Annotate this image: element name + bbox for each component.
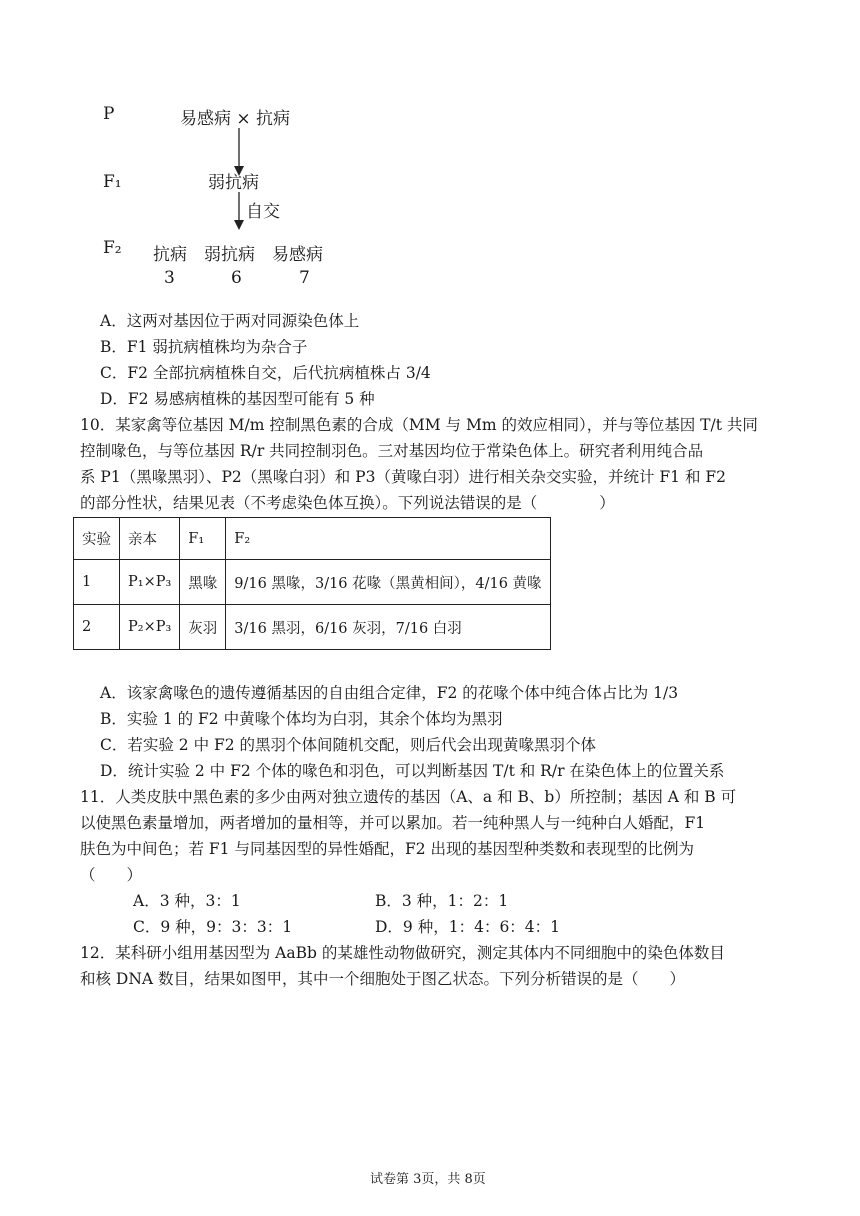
f2-phenotype: 抗病 bbox=[153, 245, 187, 265]
question-stem: 10．某家禽等位基因 M/m 控制黑色素的合成（MM 与 Mm 的效应相同），并与等位基因 T/t 共同 bbox=[80, 416, 758, 434]
option-a: A．该家禽喙色的遗传遵循基因的自由组合定律，F2 的花喙个体中纯合体占比为 1/3 bbox=[100, 684, 679, 702]
table-cell: 黑喙 bbox=[180, 560, 226, 605]
table-cell: 3/16 黑羽，6/16 灰羽，7/16 白羽 bbox=[226, 605, 550, 650]
p-cross-text: 易感病 × 抗病 bbox=[180, 109, 291, 129]
option-a: A．这两对基因位于两对同源染色体上 bbox=[100, 312, 360, 330]
f2-phenotype: 易感病 bbox=[272, 245, 323, 265]
table-cell: 1 bbox=[74, 560, 120, 605]
question-stem: （ ） bbox=[80, 866, 143, 884]
question-stem: 11．人类皮肤中黑色素的多少由两对独立遗传的基因（A、a 和 B、b）所控制；基因 A 和 B 可 bbox=[80, 788, 737, 806]
arrow-down-icon bbox=[232, 192, 246, 232]
table-header: 亲本 bbox=[120, 518, 180, 560]
generation-f1-label: F₁ bbox=[103, 172, 122, 192]
table-header: F₂ bbox=[226, 518, 550, 560]
generation-p-label: P bbox=[103, 104, 115, 124]
option-c: C．9 种，9：3：3：1 bbox=[133, 918, 293, 936]
option-d: D．9 种，1：4：6：4：1 bbox=[375, 918, 561, 936]
f1-phenotype: 弱抗病 bbox=[208, 173, 259, 193]
experiment-table bbox=[73, 517, 551, 650]
self-cross-label: 自交 bbox=[246, 202, 280, 222]
generation-f2-label: F₂ bbox=[103, 238, 122, 258]
question-stem: 的部分性状，结果见表（不考虑染色体互换）。下列说法错误的是（ ） bbox=[80, 494, 615, 512]
table-cell: P₁×P₃ bbox=[120, 560, 180, 605]
page-footer: 试卷第 3页，共 8页 bbox=[370, 1172, 486, 1187]
question-stem: 以使黑色素量增加，两者增加的量相等，并可以累加。若一纯种黑人与一纯种白人婚配，F1 bbox=[80, 814, 706, 832]
question-stem: 系 P1（黑喙黑羽）、P2（黑喙白羽）和 P3（黄喙白羽）进行相关杂交实验，并统计 F1 和 F2 bbox=[80, 468, 726, 486]
table-cell: 灰羽 bbox=[180, 605, 226, 650]
question-stem: 肤色为中间色；若 F1 与同基因型的异性婚配，F2 出现的基因型种类数和表现型的比例为 bbox=[80, 840, 695, 858]
question-stem: 控制喙色，与等位基因 R/r 共同控制羽色。三对基因均位于常染色体上。研究者利用纯合品 bbox=[80, 442, 704, 460]
option-b: B．F1 弱抗病植株均为杂合子 bbox=[100, 338, 308, 356]
question-stem: 和核 DNA 数目，结果如图甲，其中一个细胞处于图乙状态。下列分析错误的是（ ） bbox=[80, 970, 686, 988]
table-header: F₁ bbox=[180, 518, 226, 560]
f2-ratio: 3 bbox=[164, 268, 175, 288]
option-d: D．统计实验 2 中 F2 个体的喙色和羽色，可以判断基因 T/t 和 R/r 在染色体上的位置关系 bbox=[100, 762, 725, 780]
f2-ratio: 7 bbox=[299, 268, 310, 288]
option-c: C．若实验 2 中 F2 的黑羽个体间随机交配，则后代会出现黄喙黑羽个体 bbox=[100, 736, 597, 754]
option-c: C．F2 全部抗病植株自交，后代抗病植株占 3/4 bbox=[100, 364, 431, 382]
table-row bbox=[74, 605, 551, 650]
table-cell: 9/16 黑喙，3/16 花喙（黑黄相间），4/16 黄喙 bbox=[226, 560, 550, 605]
option-b: B．实验 1 的 F2 中黄喙个体均为白羽，其余个体均为黑羽 bbox=[100, 710, 503, 728]
option-d: D．F2 易感病植株的基因型可能有 5 种 bbox=[100, 390, 375, 408]
option-a: A．3 种，3：1 bbox=[133, 892, 241, 910]
table-header-row bbox=[74, 518, 551, 560]
f2-ratio: 6 bbox=[231, 268, 242, 288]
table-header: 实验 bbox=[74, 518, 120, 560]
table-row bbox=[74, 560, 551, 605]
f2-phenotype: 弱抗病 bbox=[204, 245, 255, 265]
question-stem: 12．某科研小组用基因型为 AaBb 的某雄性动物做研究，测定其体内不同细胞中的染色体数目 bbox=[80, 944, 725, 962]
option-b: B．3 种，1：2：1 bbox=[375, 892, 509, 910]
table-cell: P₂×P₃ bbox=[120, 605, 180, 650]
table-cell: 2 bbox=[74, 605, 120, 650]
